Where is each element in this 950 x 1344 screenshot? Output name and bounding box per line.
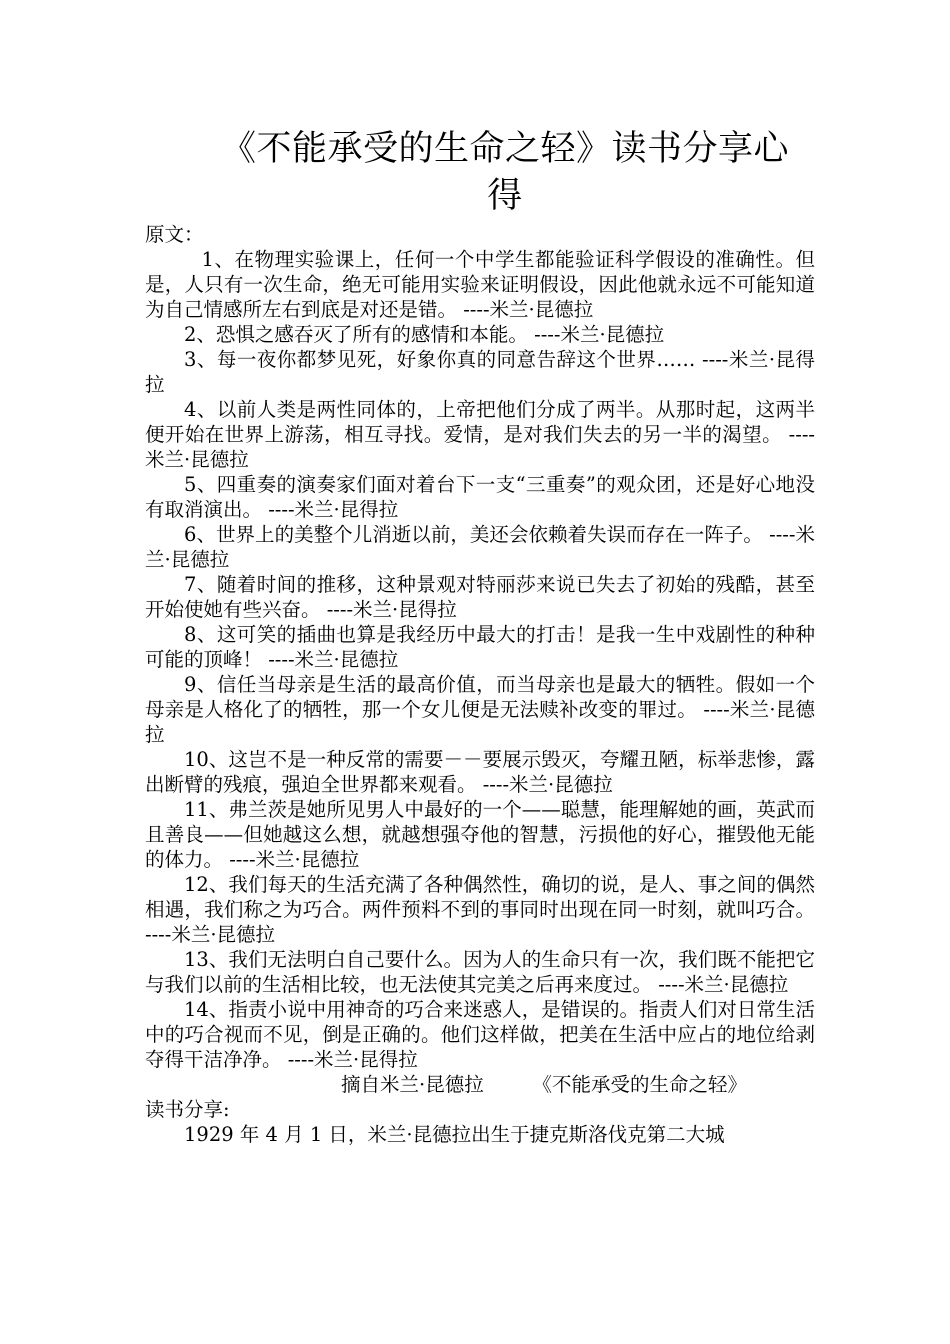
quote-paragraph: 7、随着时间的推移，这种景观对特丽莎来说已失去了初始的残酷，甚至开始使她有些兴奋。 ----米兰·昆得拉 bbox=[145, 573, 815, 621]
quote-paragraph: 4、以前人类是两性同体的，上帝把他们分成了两半。从那时起，这两半便开始在世界上游荡，相互寻找。爱情，是对我们失去的另一半的渴望。 ----米兰·昆德拉 bbox=[145, 398, 815, 471]
document-title bbox=[200, 126, 810, 220]
title-line-2: 得 bbox=[487, 176, 523, 216]
title-line-1: 《不能承受的生命之轻》读书分享心 bbox=[220, 129, 789, 169]
quote-paragraph: 5、四重奏的演奏家们面对着台下一支“三重奏”的观众团，还是好心地没有取消演出。 ----米兰·昆得拉 bbox=[145, 473, 815, 521]
document-body bbox=[145, 222, 815, 1147]
quote-paragraph: 14、指责小说中用神奇的巧合来迷惑人，是错误的。指责人们对日常生活中的巧合视而不见，倒是正确的。他们这样做，把美在生活中应占的地位给剥夺得干洁净净。 ----米兰·昆得拉 bbox=[145, 998, 815, 1071]
quote-paragraph: 9、信任当母亲是生活的最高价值，而当母亲也是最大的牺牲。假如一个母亲是人格化了的牺牲，那一个女儿便是无法赎补改变的罪过。 ----米兰·昆德拉 bbox=[145, 673, 815, 746]
reading-share-label: 读书分享: bbox=[145, 1098, 230, 1121]
original-text-label: 原文： bbox=[145, 223, 204, 246]
quote-paragraph: 3、每一夜你都梦见死，好象你真的同意告辞这个世界…… ----米兰·昆得拉 bbox=[145, 348, 815, 396]
quote-paragraph: 8、这可笑的插曲也算是我经历中最大的打击！是我一生中戏剧性的种种可能的顶峰！ ----米兰·昆德拉 bbox=[145, 623, 815, 671]
quote-paragraph: 12、我们每天的生活充满了各种偶然性，确切的说，是人、事之间的偶然相遇，我们称之为巧合。两件预料不到的事同时出现在同一时刻，就叫巧合。 ----米兰·昆德拉 bbox=[145, 873, 815, 946]
quote-paragraph: 1、在物理实验课上，任何一个中学生都能验证科学假设的准确性。但是，人只有一次生命，绝无可能用实验来证明假设，因此他就永远不可能知道为自己情感所左右到底是对还是错。 ----米兰·昆德拉 bbox=[145, 248, 815, 321]
excerpt-source: 摘自米兰·昆德拉 《不能承受的生命之轻》 bbox=[341, 1073, 747, 1096]
share-paragraph: 1929 年 4 月 1 日，米兰·昆德拉出生于捷克斯洛伐克第二大城 bbox=[184, 1123, 725, 1146]
quote-paragraph: 10、这岂不是一种反常的需要－－要展示毁灭，夸耀丑陋，标举悲惨，露出断臂的残痕，强迫全世界都来观看。 ----米兰·昆德拉 bbox=[145, 748, 815, 796]
quote-paragraph: 2、恐惧之感吞灭了所有的感情和本能。 ----米兰·昆德拉 bbox=[184, 323, 665, 346]
quote-paragraph: 6、世界上的美整个儿消逝以前，美还会依赖着失误而存在一阵子。 ----米兰·昆德拉 bbox=[145, 523, 815, 571]
quote-paragraph: 13、我们无法明白自己要什么。因为人的生命只有一次，我们既不能把它与我们以前的生活相比较，也无法使其完美之后再来度过。 ----米兰·昆德拉 bbox=[145, 948, 815, 996]
quote-paragraph: 11、弗兰茨是她所见男人中最好的一个——聪慧，能理解她的画，英武而且善良——但她越这么想，就越想强夺他的智慧，污损他的好心，摧毁他无能的体力。 ----米兰·昆德拉 bbox=[145, 798, 815, 871]
